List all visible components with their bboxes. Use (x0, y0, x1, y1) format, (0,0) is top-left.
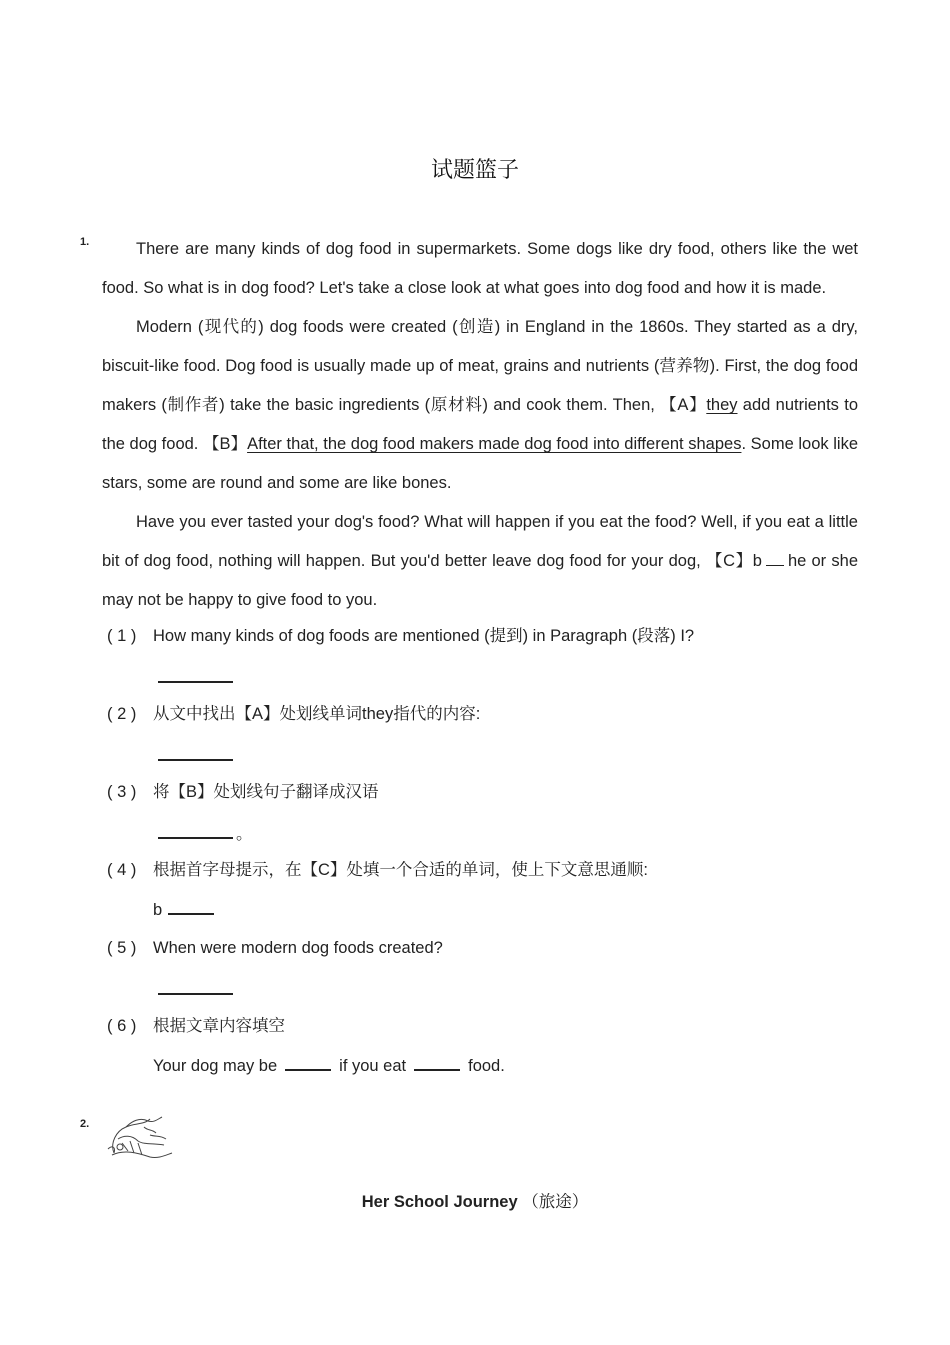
sub-question-number: ( 1 ) (107, 627, 137, 645)
sub-question-6 (107, 1016, 285, 1036)
passage-paragraph-1: There are many kinds of dog food in supermarkets. Some dogs like dry food, others like the wet food. So what is in dog food? Let's take a close look at what goes into dog food and how it is made. (102, 240, 858, 297)
sub-question-number: ( 2 ) (107, 705, 137, 723)
sub-question-2 (107, 704, 480, 724)
passage-title (0, 1188, 950, 1212)
passage-text: he or she may not be happy to give food to you. (102, 552, 858, 609)
fill-text: if you eat (339, 1057, 407, 1075)
sub-question-number: ( 3 ) (107, 783, 137, 801)
page-title: 试题篮子 (430, 157, 519, 182)
b-prefix: b (153, 901, 163, 919)
period-mark: 。 (236, 825, 253, 843)
fill-text: food. (468, 1057, 505, 1075)
sub-question-text: 根据首字母提示，在【C】处填一个合适的单词，使上下文意思通顺: (153, 861, 648, 879)
sub-question-number: ( 4 ) (107, 861, 137, 879)
sub-question-text: 将【B】处划线句子翻译成汉语 (153, 783, 379, 801)
answer-blank-1[interactable] (158, 681, 233, 683)
fill-text: Your dog may be (153, 1057, 278, 1075)
fill-sentence (153, 1056, 505, 1076)
sub-question-text: When were modern dog foods created? (153, 939, 443, 957)
reading-passage (102, 230, 858, 620)
passage-text: add nutrients to the dog food. 【B】 (102, 396, 858, 453)
underlined-word-they: they (706, 396, 738, 414)
title-english: Her School Journey (361, 1193, 518, 1211)
sub-question-3 (107, 782, 379, 802)
passage-text: Modern (现代的) dog foods were created (创造) in England in the 1860s. They started as a dry, biscuit-like food. Dog food is usually made up of meat, grains and nutrients (营养物). First, the dog food makers (制作者) take the basic ingredients (原材料) and cook them. Then, 【A】 (102, 318, 858, 414)
sub-question-number: ( 5 ) (107, 939, 137, 957)
answer-blank-2[interactable] (158, 759, 233, 761)
sub-question-4 (107, 860, 648, 880)
answer-blank-3[interactable] (158, 837, 233, 839)
answer-blank-6b[interactable] (414, 1068, 460, 1071)
sub-question-text: 根据文章内容填空 (153, 1017, 285, 1035)
answer-blank-5[interactable] (158, 993, 233, 995)
passage-text: Have you ever tasted your dog's food? What will happen if you eat the food? Well, if you eat a little bit of dog food, nothing will happen. But you'd better leave dog food for your dog, 【C】b (102, 513, 858, 570)
passage-text: . Some look like stars, some are round and some are like bones. (102, 435, 858, 492)
passage-paragraph-3 (102, 503, 858, 620)
title-chinese: （旅途） (522, 1193, 589, 1211)
sub-question-text: How many kinds of dog foods are mentioned (提到) in Paragraph (段落) I? (153, 627, 695, 645)
underlined-sentence-b: After that, the dog food makers made dog food into different shapes (247, 435, 742, 453)
answer-row-4 (153, 900, 222, 920)
answer-blank-4[interactable] (168, 912, 214, 915)
sub-question-number: ( 6 ) (107, 1017, 137, 1035)
sub-question-5 (107, 938, 443, 958)
passage-paragraph-2 (102, 308, 858, 503)
sub-question-text: 从文中找出【A】处划线单词they指代的内容: (153, 705, 481, 723)
question-number-2: 2. (80, 1118, 90, 1130)
question-number-1: 1. (80, 236, 90, 248)
sketch-illustration (104, 1113, 174, 1161)
answer-blank-6a[interactable] (285, 1068, 331, 1071)
sub-question-1 (107, 626, 694, 646)
blank-c[interactable] (766, 564, 784, 566)
